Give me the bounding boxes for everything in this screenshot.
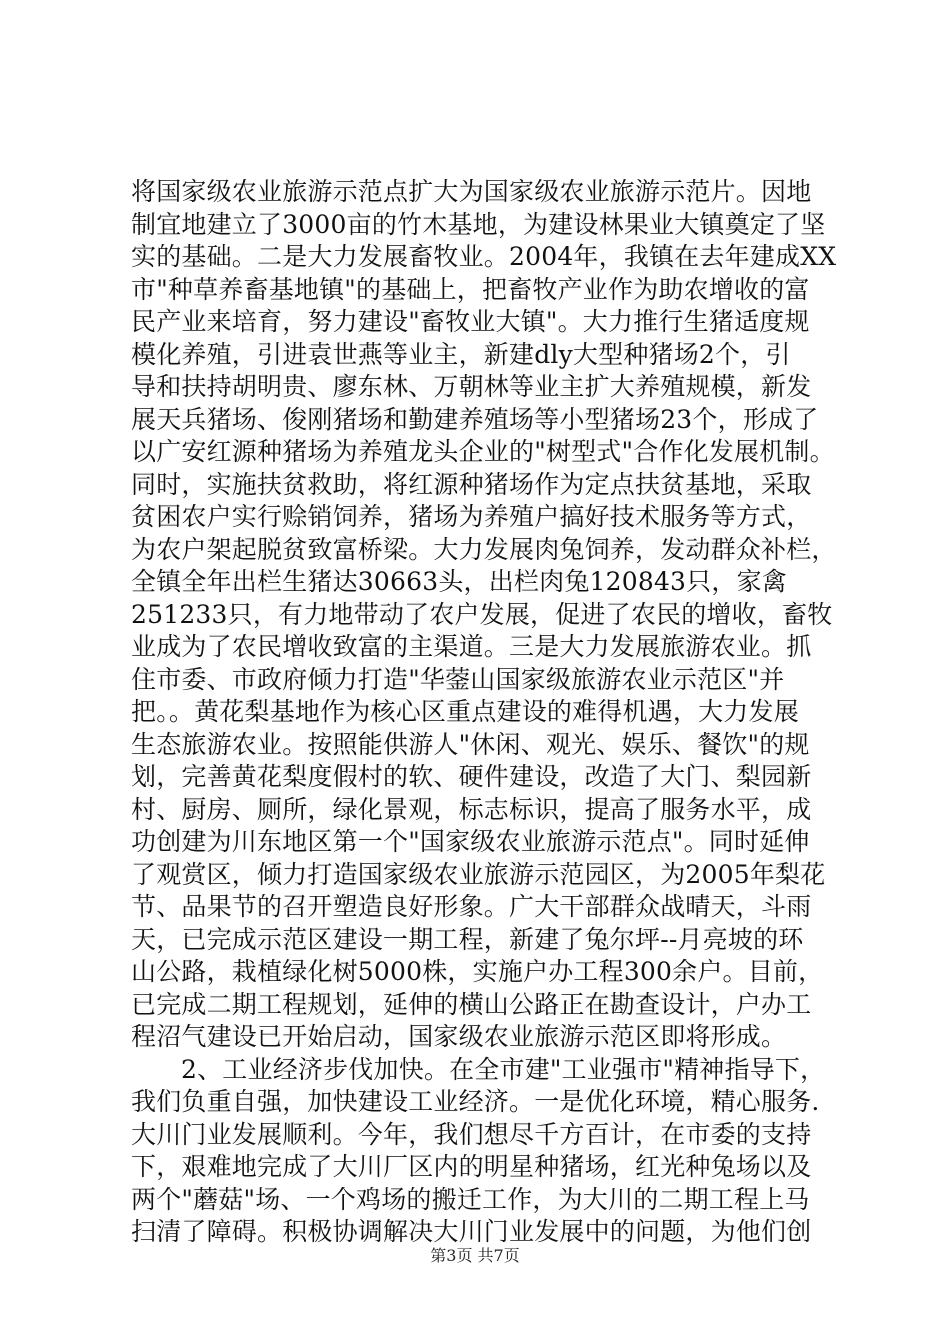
text-line: 为农户架起脱贫致富桥梁。大力发展肉兔饲养，发动群众补栏， bbox=[131, 534, 837, 564]
text-line: 节、品果节的召开塑造良好形象。广大干部群众战晴天，斗雨 bbox=[131, 892, 812, 921]
text-line: 我们负重自强，加快建设工业经济。一是优化环境，精心服务. bbox=[131, 1087, 820, 1116]
page-footer: 第3页 共7页 bbox=[430, 1246, 520, 1265]
text-line: 村、厨房、厕所，绿化景观，标志标识，提高了服务水平，成 bbox=[131, 794, 812, 824]
text-line: 展天兵猪场、俊刚猪场和勤建养殖场等小型猪场23个，形成了 bbox=[131, 404, 819, 434]
text-line: 以广安红源种猪场为养殖龙头企业的"树型式"合作化发展机制。 bbox=[131, 437, 835, 466]
text-line: 大川门业发展顺利。今年，我们想尽千方百计，在市委的支持 bbox=[131, 1119, 812, 1149]
text-line: 了观赏区，倾力打造国家级农业旅游示范园区，为2005年梨花 bbox=[131, 859, 826, 889]
text-line: 全镇全年出栏生猪达30663头，出栏肉兔120843只，家禽 bbox=[131, 567, 787, 596]
body-text bbox=[131, 176, 837, 1249]
text-line: 划，完善黄花梨度假村的软、硬件建设，改造了大门、梨园新 bbox=[131, 762, 812, 791]
text-line: 山公路，栽植绿化树5000株，实施户办工程300余户。目前， bbox=[131, 957, 824, 986]
text-line: 251233只，有力地带动了农户发展，促进了农民的增收，畜牧 bbox=[131, 599, 833, 629]
text-line: 市"种草养畜基地镇"的基础上，把畜牧产业作为助农增收的富 bbox=[131, 274, 810, 304]
text-line: 同时，实施扶贫救助，将红源种猪场作为定点扶贫基地，采取 bbox=[131, 469, 812, 499]
text-line: 民产业来培育，努力建设"畜牧业大镇"。大力推行生猪适度规 bbox=[131, 307, 810, 336]
text-line: 下，艰难地完成了大川厂区内的明星种猪场，红光种兔场以及 bbox=[131, 1152, 812, 1181]
text-line: 已完成二期工程规划，延伸的横山公路正在勘查设计，户办工 bbox=[131, 989, 812, 1019]
text-line: 将国家级农业旅游示范点扩大为国家级农业旅游示范片。因地 bbox=[131, 177, 812, 206]
text-line: 扫清了障碍。积极协调解决大川门业发展中的问题，为他们创 bbox=[131, 1217, 812, 1246]
paragraph-start-line: 2、工业经济步伐加快。在全市建"工业强市"精神指导下， bbox=[181, 1054, 826, 1084]
text-line: 两个"蘑菇"场、一个鸡场的搬迁工作，为大川的二期工程上马 bbox=[131, 1184, 810, 1214]
text-line: 把。。黄花梨基地作为核心区重点建设的难得机遇，大力发展 bbox=[131, 697, 799, 726]
text-line: 业成为了农民增收致富的主渠道。三是大力发展旅游农业。抓 bbox=[131, 632, 812, 661]
text-line: 功创建为川东地区第一个"国家级农业旅游示范点"。同时延伸 bbox=[131, 827, 810, 856]
text-line: 贫困农户实行赊销饲养，猪场为养殖户搞好技术服务等方式， bbox=[131, 502, 812, 531]
text-line: 模化养殖，引进袁世燕等业主，新建dly大型种猪场2个，引 bbox=[131, 339, 791, 369]
text-line: 制宜地建立了3000亩的竹木基地，为建设林果业大镇奠定了坚 bbox=[131, 209, 826, 239]
text-line: 程沼气建设已开始启动，国家级农业旅游示范区即将形成。 bbox=[131, 1022, 787, 1051]
text-line: 实的基础。二是大力发展畜牧业。2004年，我镇在去年建成XX bbox=[131, 242, 837, 271]
text-line: 导和扶持胡明贵、廖东林、万朝林等业主扩大养殖规模，新发 bbox=[131, 372, 812, 401]
text-line: 生态旅游农业。按照能供游人"休闲、观光、娱乐、餐饮"的规 bbox=[131, 729, 810, 759]
text-line: 住市委、市政府倾力打造"华蓥山国家级旅游农业示范区"并 bbox=[131, 664, 785, 694]
text-line: 天，已完成示范区建设一期工程，新建了兔尔坪--月亮坡的环 bbox=[131, 924, 804, 954]
